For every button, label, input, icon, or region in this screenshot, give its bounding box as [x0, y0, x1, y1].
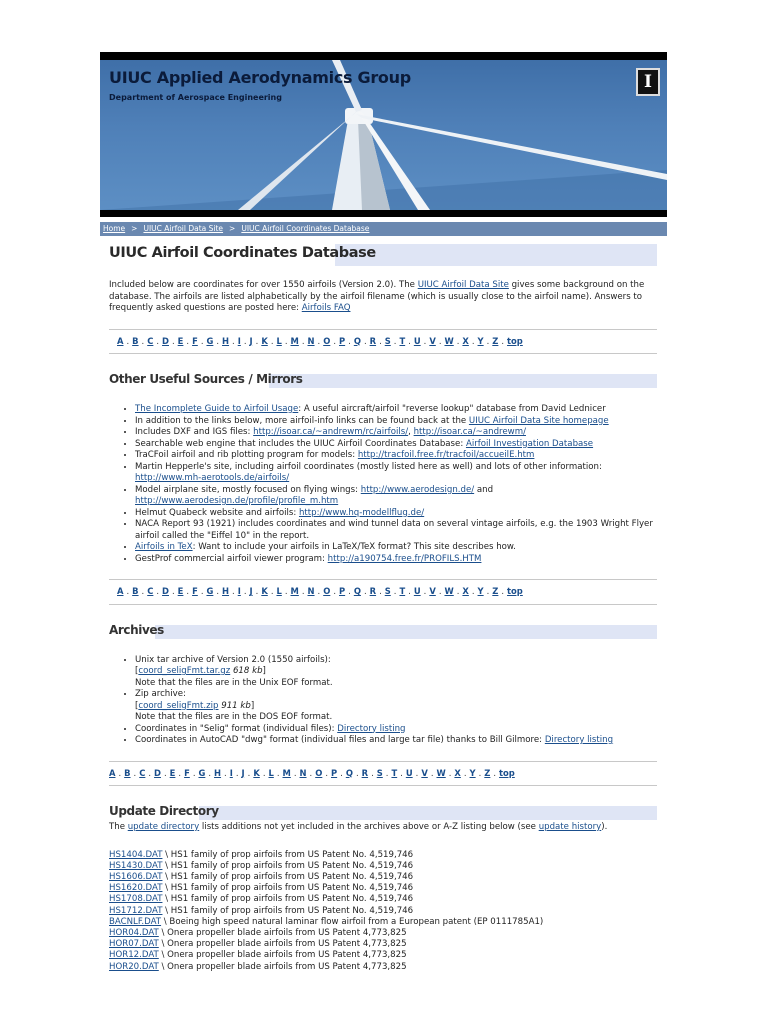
update-paragraph: The update directory lists additions not yet included in the archives above or A-Z listing below (see update history). [109, 822, 608, 832]
alpha-link-p[interactable]: P [339, 586, 346, 596]
list-item [109, 962, 657, 973]
alphabet-nav [109, 579, 657, 605]
update-file-list [109, 850, 657, 973]
separator: . [232, 335, 235, 346]
source-text: Searchable web engine that includes the UIUC Airfoil Coordinates Database: [135, 438, 466, 449]
alpha-link-b[interactable]: B [132, 335, 139, 346]
separator: . [379, 335, 382, 346]
alpha-link-f[interactable]: F [192, 586, 198, 596]
main-content [109, 244, 657, 973]
unix-tar-link[interactable]: coord_seligFmt.tar.gz [138, 666, 231, 676]
alpha-link-t[interactable]: T [391, 767, 398, 778]
separator: . [126, 335, 130, 346]
separator: . [270, 335, 274, 346]
alpha-link-e[interactable]: E [177, 586, 184, 596]
alpha-link-r[interactable]: R [369, 335, 377, 346]
alpha-link-z[interactable]: Z [492, 335, 499, 346]
alpha-link-v[interactable]: V [421, 767, 428, 778]
file-description: \ Onera propeller blade airfoils from US Patent 4,773,825 [158, 961, 407, 972]
separator: . [186, 586, 190, 596]
source-text: Martin Hepperle's site, including airfoil coordinates (mostly listed here as well) and lots of other information: [135, 461, 602, 472]
alpha-link-m[interactable]: M [282, 767, 291, 778]
separator: . [235, 767, 239, 778]
alpha-link-w[interactable]: W [444, 335, 454, 346]
separator: . [348, 586, 351, 596]
alpha-link-g[interactable]: G [206, 586, 214, 596]
alpha-link-w[interactable]: W [444, 586, 454, 596]
list-item [109, 872, 657, 883]
alpha-link-h[interactable]: H [222, 586, 230, 596]
alpha-link-x[interactable]: X [462, 335, 469, 346]
separator: . [456, 586, 460, 596]
separator: . [172, 335, 175, 346]
sources-list [109, 404, 657, 565]
alpha-link-u[interactable]: U [413, 335, 421, 346]
separator: . [379, 586, 382, 596]
file-description: \ HS1 family of prop airfoils from US Patent No. 4,519,746 [162, 905, 414, 916]
alpha-link-c[interactable]: C [147, 335, 154, 346]
list-item [109, 861, 657, 872]
separator: . [430, 767, 434, 778]
file-description: \ HS1 family of prop airfoils from US Patent No. 4,519,746 [162, 860, 414, 871]
alpha-link-h[interactable]: H [214, 767, 222, 778]
list-item: • Coordinates in "Selig" format (individual files): Directory listing [135, 724, 657, 736]
alpha-link-s[interactable]: S [384, 586, 391, 596]
alpha-link-a[interactable]: A [109, 767, 116, 778]
separator: . [301, 335, 305, 346]
intro-paragraph: Included below are coordinates for over 1550 airfoils (Version 2.0). The UIUC Airfoil Data Site gives some background on the database. The airfoils are listed alphabetically by the airfoil filename (which is usually close to the airfoil name). Answers to frequently asked questions are posted here: Airfoils FAQ [109, 280, 645, 313]
illinois-logo[interactable]: I [636, 68, 660, 96]
alpha-link-s[interactable]: S [376, 767, 383, 778]
file-description: \ HS1 family of prop airfoils from US Patent No. 4,519,746 [162, 883, 414, 894]
separator: . [501, 335, 505, 346]
separator: . [276, 767, 280, 778]
separator: . [301, 586, 305, 596]
file-description: \ Boeing high speed natural laminar flow airfoil from a European patent (EP 0111785A1) [161, 916, 544, 927]
separator: . [164, 767, 167, 778]
airfoil-data-site-link[interactable]: UIUC Airfoil Data Site [417, 280, 509, 290]
selig-directory-link[interactable]: Directory listing [337, 723, 406, 734]
separator: . [208, 767, 212, 778]
separator: . [156, 335, 160, 346]
page-title: UIUC Airfoil Coordinates Database [109, 244, 657, 266]
separator: . [284, 586, 288, 596]
separator: . [200, 586, 204, 596]
dat-file-link[interactable]: HOR04.DAT [109, 927, 159, 938]
source-text: In addition to the links below, more airfoil-info links can be found back at the [135, 415, 469, 426]
alpha-link-k[interactable]: K [253, 767, 260, 778]
separator: . [415, 767, 419, 778]
separator: . [486, 586, 490, 596]
separator: . [355, 767, 359, 778]
source-text: Includes DXF and IGS files: [135, 427, 254, 437]
source-text: TraCFoil airfoil and rib plotting program for models: [135, 450, 358, 460]
alpha-link-g[interactable]: G [198, 767, 206, 778]
separator: . [317, 586, 321, 596]
file-description: \ HS1 family of prop airfoils from US Patent No. 4,519,746 [162, 894, 414, 905]
alpha-link-f[interactable]: F [192, 335, 198, 346]
alpha-link-z[interactable]: Z [492, 586, 499, 596]
source-link[interactable]: The Incomplete Guide to Airfoil Usage [135, 404, 299, 414]
banner-subtitle: Department of Aerospace Engineering [109, 93, 282, 102]
dat-file-link[interactable]: HS1430.DAT [109, 860, 163, 871]
separator: . [423, 586, 427, 596]
separator: . [438, 586, 442, 596]
separator: . [348, 335, 351, 346]
separator: . [156, 586, 160, 596]
list-item [135, 450, 657, 462]
separator: . [232, 586, 235, 596]
zip-link[interactable]: coord_seligFmt.zip [138, 700, 219, 711]
dat-file-link[interactable]: HS1404.DAT [109, 849, 163, 860]
alpha-link-e[interactable]: E [169, 767, 176, 778]
alpha-link-u[interactable]: U [413, 586, 421, 596]
source-link[interactable]: http://www.aerodesign.de/ [360, 484, 475, 495]
list-item [135, 416, 657, 428]
alpha-link-y[interactable]: Y [469, 767, 476, 778]
source-link[interactable]: http://isoar.ca/~andrewm/rc/airfoils/ [253, 427, 409, 437]
dat-file-link[interactable]: HOR12.DAT [109, 950, 159, 961]
alpha-link-v[interactable]: V [429, 586, 436, 596]
alpha-link-p[interactable]: P [339, 335, 346, 346]
update-directory-link[interactable]: update directory [127, 822, 200, 832]
separator: . [270, 586, 274, 596]
separator: . [284, 335, 288, 346]
banner-title: UIUC Applied Aerodynamics Group [109, 68, 411, 87]
alpha-link-k[interactable]: K [261, 335, 268, 346]
alpha-link-l[interactable]: L [276, 335, 282, 346]
source-link[interactable]: http://a190754.free.fr/PROFILS.HTM [327, 553, 482, 564]
archives-list [109, 655, 657, 747]
separator: . [333, 335, 336, 346]
alpha-link-m[interactable]: M [290, 586, 299, 596]
alpha-link-d[interactable]: D [154, 767, 161, 778]
banner [100, 52, 667, 217]
separator: . [262, 767, 266, 778]
alpha-link-y[interactable]: Y [477, 335, 484, 346]
separator: . [471, 335, 475, 346]
list-item [135, 439, 657, 451]
alpha-link-p[interactable]: P [331, 767, 338, 778]
separator: . [309, 767, 313, 778]
alpha-link-a[interactable]: A [117, 335, 124, 346]
separator: . [243, 335, 247, 346]
source-text: Model airplane site, mostly focused on flying wings: [135, 484, 361, 495]
separator: . [243, 586, 247, 596]
dat-file-link[interactable]: HS1606.DAT [109, 871, 163, 882]
list-item [135, 485, 657, 508]
sources-heading: Other Useful Sources / Mirrors [109, 374, 657, 388]
alpha-link-l[interactable]: L [276, 586, 282, 596]
source-link[interactable]: Airfoil Investigation Database [465, 438, 594, 449]
file-description: \ Onera propeller blade airfoils from US Patent 4,773,825 [158, 950, 407, 961]
separator: . [247, 767, 251, 778]
alpha-link-d[interactable]: D [162, 335, 169, 346]
airfoils-faq-link[interactable]: Airfoils FAQ [301, 303, 351, 313]
list-item [109, 939, 657, 950]
alpha-link-z[interactable]: Z [484, 767, 491, 778]
separator: . [486, 335, 490, 346]
file-description: \ HS1 family of prop airfoils from US Patent No. 4,519,746 [162, 849, 414, 860]
separator: . [363, 335, 367, 346]
separator: . [438, 335, 442, 346]
update-heading: Update Directory [109, 806, 657, 820]
source-text: GestProf commercial airfoil viewer program: [135, 553, 328, 564]
top-link[interactable]: top [507, 586, 523, 596]
breadcrumb-home[interactable]: Home [103, 224, 126, 233]
separator: . [333, 586, 336, 596]
list-item [109, 917, 657, 928]
separator: . [478, 767, 482, 778]
separator: . [133, 767, 137, 778]
source-link[interactable]: http://tracfoil.free.fr/tracfoil/accueilE.htm [357, 450, 535, 460]
separator: . [216, 586, 220, 596]
dat-file-link[interactable]: BACNLF.DAT [109, 916, 162, 927]
file-description: \ Onera propeller blade airfoils from US Patent 4,773,825 [158, 939, 407, 950]
autocad-directory-link[interactable]: Directory listing [544, 735, 614, 745]
alpha-link-i[interactable]: I [237, 586, 241, 596]
separator: . [393, 335, 397, 346]
list-item [135, 404, 657, 416]
source-text: NACA Report 93 (1921) includes coordinates and wind tunnel data on several vintage airfoils, e.g. the 1903 Wright Flyer airfoil called the "Eiffel 10" in the report. [135, 519, 653, 541]
separator: . [400, 767, 403, 778]
top-link[interactable]: top [499, 767, 515, 778]
list-item: • Unix tar archive of Version 2.0 (1550 airfoils): [coord_seligFmt.tar.gz 618 kb] Note that the files are in the Unix EOF format. [135, 655, 657, 690]
source-text: : A useful aircraft/airfoil "reverse lookup" database from David Lednicer [298, 404, 606, 414]
separator: . [363, 586, 367, 596]
list-item: • Coordinates in AutoCAD "dwg" format (individual files and large tar file) thanks to Bill Gilmore: Directory listing [135, 735, 657, 747]
alpha-link-q[interactable]: Q [345, 767, 353, 778]
file-description: \ HS1 family of prop airfoils from US Patent No. 4,519,746 [162, 871, 414, 882]
breadcrumb-airfoil-data-site[interactable]: UIUC Airfoil Data Site [143, 224, 224, 233]
source-text: Helmut Quabeck website and airfoils: [135, 507, 299, 518]
list-item [109, 906, 657, 917]
alpha-link-r[interactable]: R [361, 767, 369, 778]
alpha-link-o[interactable]: O [315, 767, 323, 778]
alpha-link-j[interactable]: J [249, 335, 253, 346]
alpha-link-j[interactable]: J [249, 586, 253, 596]
alphabet-nav [109, 761, 657, 787]
list-item [109, 883, 657, 894]
separator: . [293, 767, 297, 778]
dat-file-link[interactable]: HOR07.DAT [109, 939, 159, 950]
separator: . [325, 767, 328, 778]
alpha-link-x[interactable]: X [462, 586, 469, 596]
alpha-link-o[interactable]: O [323, 586, 331, 596]
alpha-link-j[interactable]: J [241, 767, 245, 778]
dat-file-link[interactable]: HOR20.DAT [109, 961, 159, 972]
dat-file-link[interactable]: HS1620.DAT [109, 883, 163, 894]
source-text: and [474, 484, 494, 495]
separator: . [141, 586, 145, 596]
list-item [135, 554, 657, 566]
alpha-link-n[interactable]: N [307, 586, 315, 596]
alpha-link-v[interactable]: V [429, 335, 436, 346]
separator: . [224, 767, 227, 778]
separator: . [340, 767, 343, 778]
separator: . [148, 767, 152, 778]
alpha-link-a[interactable]: A [117, 586, 124, 596]
alpha-link-n[interactable]: N [307, 335, 315, 346]
source-link[interactable]: http://isoar.ca/~andrewm/ [413, 427, 526, 437]
alpha-link-e[interactable]: E [177, 335, 184, 346]
alpha-link-b[interactable]: B [132, 586, 139, 596]
separator: . [178, 767, 182, 778]
source-text: : Want to include your airfoils in LaTeX/TeX format? This site describes how. [192, 542, 516, 552]
source-text: , [408, 427, 414, 437]
dat-file-link[interactable]: HS1712.DAT [109, 905, 163, 916]
alpha-link-n[interactable]: N [299, 767, 307, 778]
list-item: • Zip archive: [coord_seligFmt.zip 911 kb] Note that the files are in the DOS EOF format. [135, 689, 657, 724]
alpha-link-o[interactable]: O [323, 335, 331, 346]
separator: . [317, 335, 321, 346]
list-item [109, 928, 657, 939]
chevron-right-icon: > [131, 224, 138, 233]
source-link[interactable]: http://www.hq-modellflug.de/ [298, 507, 425, 518]
separator: . [493, 767, 497, 778]
separator: . [255, 335, 259, 346]
archives-heading: Archives [109, 625, 657, 639]
list-item [109, 894, 657, 905]
alpha-link-w[interactable]: W [436, 767, 446, 778]
alpha-link-l[interactable]: L [268, 767, 274, 778]
separator: . [408, 335, 411, 346]
breadcrumb-coordinates-database[interactable]: UIUC Airfoil Coordinates Database [241, 224, 370, 233]
alpha-link-d[interactable]: D [162, 586, 169, 596]
separator: . [255, 586, 259, 596]
alpha-link-c[interactable]: C [147, 586, 154, 596]
separator: . [141, 335, 145, 346]
alpha-link-h[interactable]: H [222, 335, 230, 346]
list-item [135, 542, 657, 554]
source-link[interactable]: http://www.mh-aerotools.de/airfoils/ [135, 473, 290, 483]
alpha-link-i[interactable]: I [237, 335, 241, 346]
alpha-link-x[interactable]: X [454, 767, 461, 778]
list-item [109, 850, 657, 861]
alpha-link-c[interactable]: C [139, 767, 146, 778]
alpha-link-i[interactable]: I [229, 767, 233, 778]
banner-image [100, 52, 667, 217]
chevron-right-icon: > [229, 224, 236, 233]
separator: . [393, 586, 397, 596]
list-item [135, 462, 657, 485]
alpha-link-q[interactable]: Q [353, 335, 361, 346]
separator: . [126, 586, 130, 596]
separator: . [172, 586, 175, 596]
alpha-link-r[interactable]: R [369, 586, 377, 596]
update-history-link[interactable]: update history [538, 822, 602, 832]
separator: . [186, 335, 190, 346]
separator: . [216, 335, 220, 346]
alpha-link-t[interactable]: T [399, 586, 406, 596]
source-link[interactable]: Airfoils in TeX [135, 542, 193, 552]
dat-file-link[interactable]: HS1708.DAT [109, 894, 163, 905]
separator: . [471, 586, 475, 596]
source-link[interactable]: UIUC Airfoil Data Site homepage [468, 415, 609, 426]
list-item [135, 519, 657, 542]
separator: . [463, 767, 467, 778]
source-link[interactable]: http://www.aerodesign.de/profile/profile_m.htm [135, 496, 339, 506]
separator: . [448, 767, 452, 778]
file-description: \ Onera propeller blade airfoils from US Patent 4,773,825 [158, 927, 407, 938]
alpha-link-u[interactable]: U [405, 767, 413, 778]
separator: . [200, 335, 204, 346]
list-item [109, 950, 657, 961]
alpha-link-k[interactable]: K [261, 586, 268, 596]
separator: . [118, 767, 122, 778]
alpha-link-q[interactable]: Q [353, 586, 361, 596]
separator: . [371, 767, 374, 778]
separator: . [408, 586, 411, 596]
top-link[interactable]: top [507, 335, 523, 346]
separator: . [501, 586, 505, 596]
separator: . [385, 767, 389, 778]
alpha-link-m[interactable]: M [290, 335, 299, 346]
list-item [135, 508, 657, 520]
breadcrumb [100, 222, 667, 236]
alpha-link-g[interactable]: G [206, 335, 214, 346]
separator: . [456, 335, 460, 346]
alpha-link-t[interactable]: T [399, 335, 406, 346]
separator: . [192, 767, 196, 778]
list-item [135, 427, 657, 439]
alpha-link-b[interactable]: B [124, 767, 131, 778]
alpha-link-f[interactable]: F [184, 767, 190, 778]
alphabet-nav [109, 329, 657, 355]
separator: . [423, 335, 427, 346]
alpha-link-y[interactable]: Y [477, 586, 484, 596]
alpha-link-s[interactable]: S [384, 335, 391, 346]
